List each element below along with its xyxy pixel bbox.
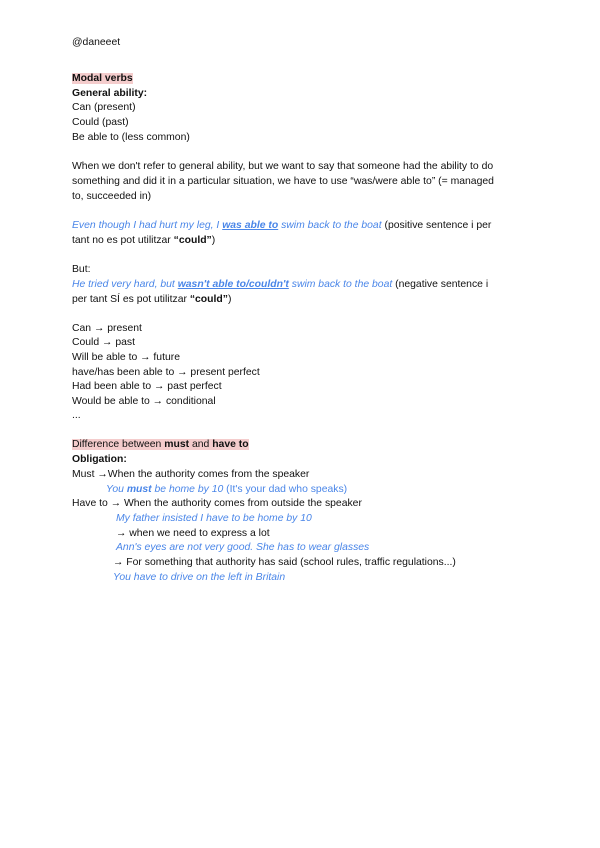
section-title-text: Modal verbs — [72, 73, 133, 84]
but-label: But: — [72, 264, 91, 275]
have-to-rule: Have to → When the authority comes from outside the speaker — [72, 498, 362, 509]
have-to-example: You have to drive on the left in Britain — [113, 572, 286, 583]
example-note: (It's your dad who speaks) — [223, 484, 348, 495]
example-negative-note — [72, 293, 231, 306]
subtitle-general-ability: General ability: — [72, 88, 148, 99]
explanation-line: something and did it in a particular situation, we have to use “was/were able to” (= managed — [72, 176, 494, 187]
section-title-modal-verbs — [72, 72, 133, 85]
explanation-line: When we don't refer to general ability, but we want to say that someone had the ability to do — [72, 161, 494, 172]
example-key-phrase: was able to — [222, 220, 279, 231]
example-key-must: must — [126, 484, 152, 495]
example-text: swim back to the boat — [278, 220, 382, 231]
note-end: ) — [227, 294, 232, 305]
form-can: Can (present) — [72, 102, 136, 113]
author-handle: @daneeet — [72, 37, 121, 48]
form-be-able-to: Be able to (less common) — [72, 132, 190, 143]
have-to-example: My father insisted I have to be home by 10 — [116, 513, 312, 524]
example-text: swim back to the boat — [288, 279, 393, 290]
example-text: You — [106, 484, 127, 495]
have-to-example: Ann's eyes are not very good. She has to wear glasses — [116, 542, 370, 553]
example-key-phrase: wasn't able to/couldn't — [177, 279, 289, 290]
example-positive — [72, 219, 491, 232]
must-rule: Must →When the authority comes from the speaker — [72, 469, 310, 480]
explanation-line: to, succeeded in) — [72, 191, 152, 202]
example-positive-note — [72, 234, 215, 247]
have-to-rule: → For something that authority has said (school rules, traffic regulations...) — [113, 557, 456, 568]
example-text: He tried very hard, but — [72, 279, 178, 290]
subtitle-obligation: Obligation: — [72, 454, 127, 465]
note-could: “could” — [173, 235, 212, 246]
section-title-must-have-to — [72, 438, 249, 451]
title-text: Difference between — [72, 439, 165, 450]
example-note: (negative sentence i — [392, 279, 489, 290]
tense-item: Would be able to → conditional — [72, 396, 216, 407]
example-negative — [72, 278, 488, 291]
note-end: ) — [211, 235, 216, 246]
note-text: per tant SÍ es pot utilitzar — [72, 294, 190, 305]
have-to-rule: → when we need to express a lot — [116, 528, 270, 539]
tense-item: Could → past — [72, 337, 135, 348]
title-must: must — [164, 439, 190, 450]
example-text: be home by 10 — [151, 484, 224, 495]
must-example — [106, 483, 347, 496]
title-have-to: have to — [212, 439, 249, 450]
note-could: “could” — [189, 294, 228, 305]
tense-item: Had been able to → past perfect — [72, 381, 222, 392]
tense-item: Will be able to → future — [72, 352, 180, 363]
tense-item: ... — [72, 410, 81, 421]
note-text: tant no es pot utilitzar — [72, 235, 174, 246]
title-and: and — [189, 439, 213, 450]
tense-item: Can → present — [72, 323, 142, 334]
form-could: Could (past) — [72, 117, 129, 128]
example-text: Even though I had hurt my leg, I — [72, 220, 223, 231]
tense-item: have/has been able to → present perfect — [72, 367, 260, 378]
example-note: (positive sentence i per — [384, 220, 492, 231]
